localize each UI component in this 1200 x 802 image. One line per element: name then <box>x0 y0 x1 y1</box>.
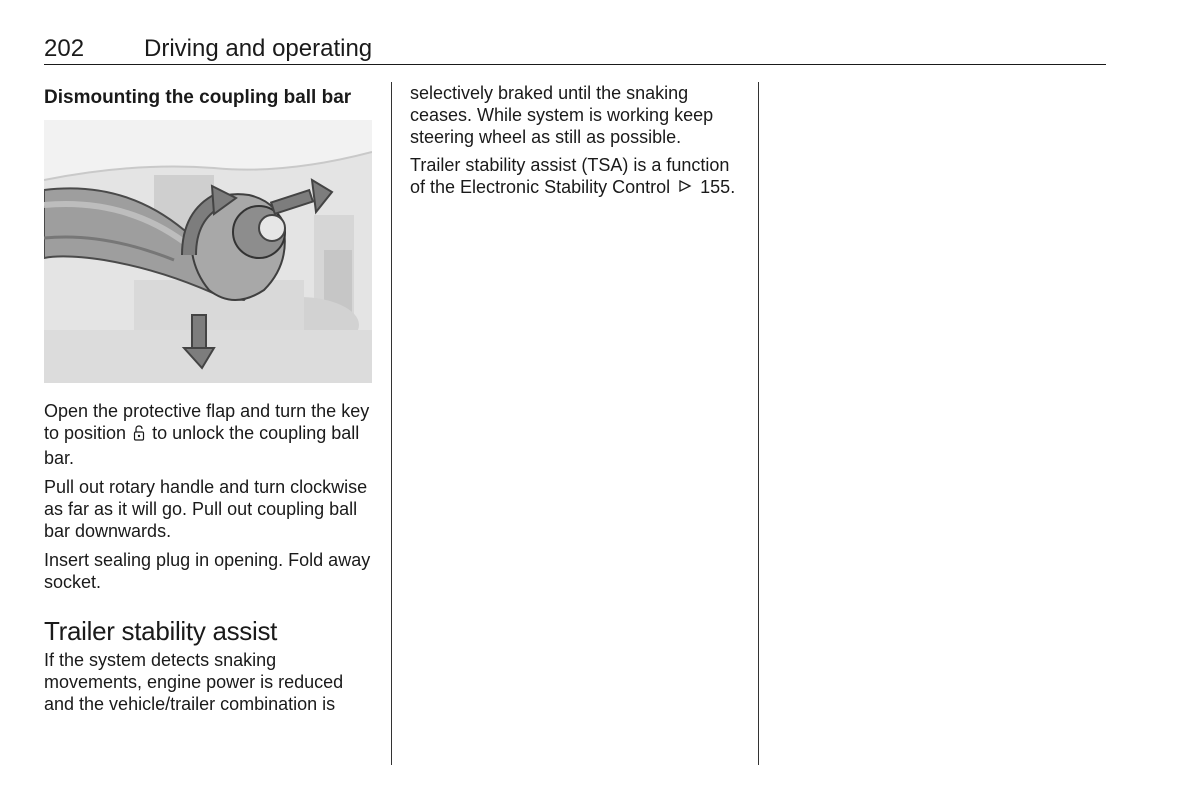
section-title-header: Driving and operating <box>144 35 373 62</box>
paragraph-tsa <box>410 154 746 198</box>
paragraph-unlock-text-before: Open the protective flap and turn the key to position <box>44 401 370 443</box>
paragraph-sealing-plug: Insert sealing plug in opening. Fold away socket. <box>44 550 371 592</box>
page-number: 202 <box>44 35 85 62</box>
paragraph-snaking: If the system detects snaking movements, engine power is reduced and the vehicle/trailer combination is <box>44 650 344 714</box>
paragraph-unlock-text-after: to unlock the coupling ball bar. <box>44 423 360 468</box>
coupling-ball-bar-illustration <box>44 120 372 383</box>
column-divider-right <box>758 82 759 765</box>
page-reference-link[interactable]: 155. <box>700 177 736 197</box>
subheading: Dismounting the coupling ball bar <box>44 87 352 108</box>
paragraph-unlock <box>44 400 374 469</box>
left-column <box>44 82 374 722</box>
paragraph-pull-out: Pull out rotary handle and turn clockwise as far as it will go. Pull out coupling ball bar downwards. <box>44 477 368 541</box>
middle-column <box>410 82 746 204</box>
lock-open-icon <box>133 424 145 447</box>
section-heading: Trailer stability assist <box>44 616 278 646</box>
page-reference-arrow-icon <box>678 176 692 198</box>
paragraph-braked: selectively braked until the snaking ceases. While system is working keep steering wheel as still as possible. <box>410 83 714 147</box>
paragraph-tsa-text: Trailer stability assist (TSA) is a function of the Electronic Stability Control <box>410 155 730 197</box>
column-divider-left <box>391 82 392 765</box>
page-header <box>44 34 1106 65</box>
